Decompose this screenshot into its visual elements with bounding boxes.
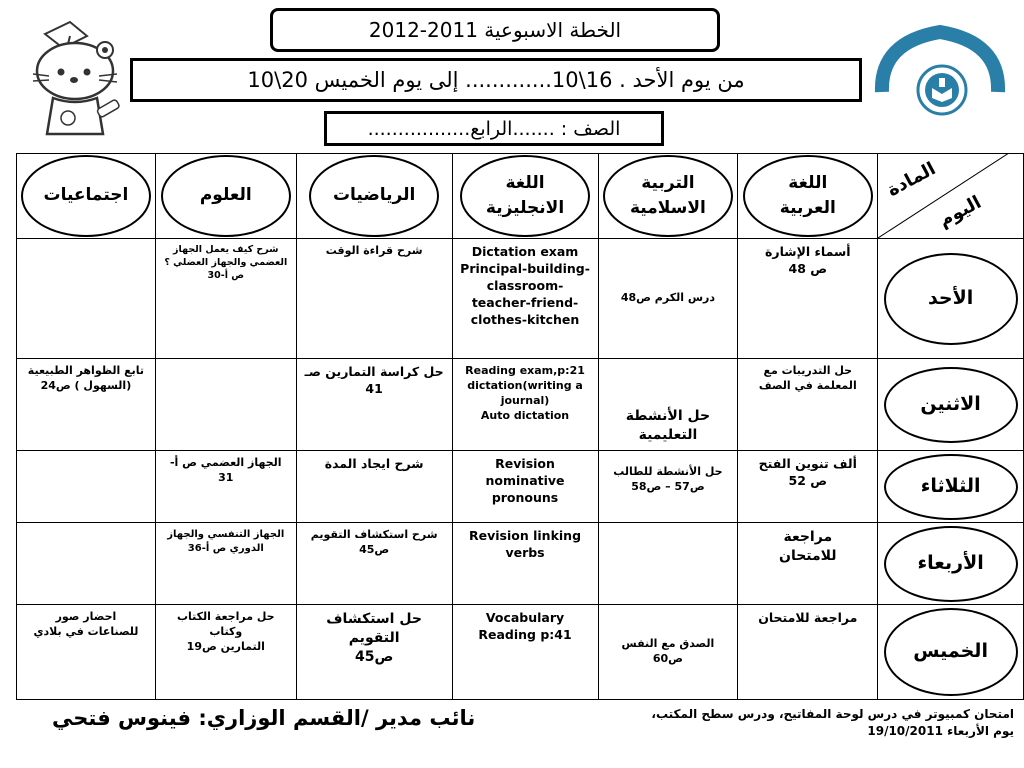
day-oval: الاثنين [884, 367, 1018, 443]
cell-social [17, 451, 156, 523]
day-cell [878, 359, 1024, 451]
day-cell [878, 451, 1024, 523]
subject-header-islamic [598, 154, 738, 239]
subject-header-social [17, 154, 156, 239]
cell-arabic: أسماء الإشارة ص 48 [738, 239, 878, 359]
table-row [17, 605, 1024, 700]
cell-science: الجهاز التنفسي والجهاز الدوري ص أ-36 [155, 523, 296, 605]
cell-social [17, 523, 156, 605]
table-row [17, 239, 1024, 359]
date-range: من يوم الأحد . 16\10............. إلى يوم الخميس 20\10 [247, 68, 745, 92]
subject-oval: اللغة العربية [743, 155, 873, 237]
cell-science [155, 359, 296, 451]
cell-science: الجهاز العضمي ص أ- 31 [155, 451, 296, 523]
day-oval: الأحد [884, 253, 1018, 345]
day-oval: الخميس [884, 608, 1018, 696]
day-oval: الثلاثاء [884, 454, 1018, 520]
cell-arabic: حل التدريبات مع المعلمة في الصف [738, 359, 878, 451]
subject-axis-label: المادة [884, 158, 940, 201]
cell-math: حل كراسة التمارين صـ 41 [296, 359, 452, 451]
date-range-box [130, 58, 862, 102]
grade-label: الصف : .......الرابع................. [367, 117, 621, 140]
cell-math: شرح قراءة الوقت [296, 239, 452, 359]
cell-english: Revision nominative pronouns [452, 451, 598, 523]
cell-english: Vocabulary Reading p:41 [452, 605, 598, 700]
subject-header-science [155, 154, 296, 239]
subject-header-english [452, 154, 598, 239]
weekly-plan-table [16, 153, 1024, 700]
signature-line: نائب مدير /القسم الوزاري: فينوس فتحي [52, 706, 476, 730]
cell-islamic [598, 523, 738, 605]
exam-note: امتحان كمبيوتر في درس لوحة المفاتيح، ودرس سطح المكتب، يوم الأربعاء 19/10/2011 [651, 707, 1014, 738]
cell-english: Dictation exam Principal-building- classroom- teacher-friend- clothes-kitchen [452, 239, 598, 359]
subject-oval: اجتماعيات [21, 155, 151, 237]
school-seal-icon [870, 22, 1010, 120]
day-cell [878, 239, 1024, 359]
subject-header-math [296, 154, 452, 239]
cell-islamic: حل الأنشطة للطالب ص57 – ص58 [598, 451, 738, 523]
cell-english: Revision linking verbs [452, 523, 598, 605]
cell-social [17, 239, 156, 359]
corner-header [878, 154, 1024, 239]
table-row [17, 523, 1024, 605]
cell-islamic: الصدق مع النفس ص60 [598, 605, 738, 700]
cell-science: حل مراجعة الكتاب وكتاب التمارين ص19 [155, 605, 296, 700]
cell-english: Reading exam,p:21 dictation(writing a journal) Auto dictation [452, 359, 598, 451]
cell-math: شرح استكشاف التقويم ص45 [296, 523, 452, 605]
cell-arabic: مراجعة للامتحان [738, 605, 878, 700]
subject-header-arabic [738, 154, 878, 239]
plan-title-box [270, 8, 720, 52]
grade-box [324, 111, 664, 146]
cell-math: حل استكشاف التقويم ص45 [296, 605, 452, 700]
subject-oval: اللغة الانجليزية [460, 155, 590, 237]
hello-kitty-graduate-icon [25, 16, 135, 141]
table-row [17, 451, 1024, 523]
cell-arabic: ألف تنوين الفتح ص 52 [738, 451, 878, 523]
cell-science: شرح كيف يعمل الجهاز العضمي والجهاز العضلي ؟ ص أ-30 [155, 239, 296, 359]
cell-social: احضار صور للصناعات في بلادي [17, 605, 156, 700]
subject-oval: الرياضيات [309, 155, 439, 237]
day-axis-label: اليوم [935, 191, 985, 232]
day-oval: الأربعاء [884, 526, 1018, 602]
day-cell [878, 605, 1024, 700]
cell-social: تابع الظواهر الطبيعية (السهول ) ص24 [17, 359, 156, 451]
cell-islamic: درس الكرم ص48 [598, 239, 738, 359]
plan-title: الخطة الاسبوعية 2011-2012 [368, 18, 622, 42]
cell-arabic: مراجعة للامتحان [738, 523, 878, 605]
day-cell [878, 523, 1024, 605]
subject-oval: العلوم [161, 155, 291, 237]
cell-math: شرح ايجاد المدة [296, 451, 452, 523]
cell-islamic: حل الأنشطة التعليمية [598, 359, 738, 451]
table-row [17, 359, 1024, 451]
subject-oval: التربية الاسلامية [603, 155, 733, 237]
